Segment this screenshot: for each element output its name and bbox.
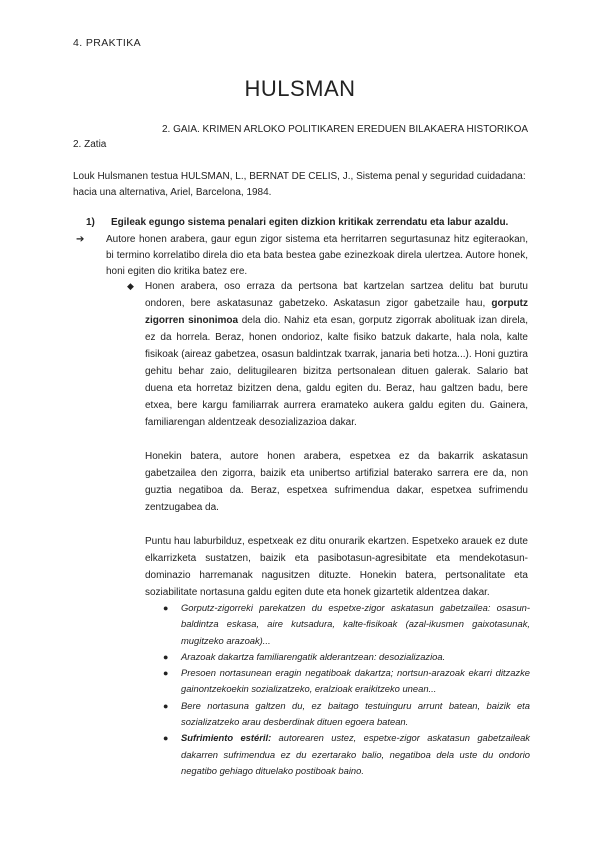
list-item [163,600,530,649]
paragraph-2: Honekin batera, autore honen arabera, espetxea ez da bakarrik askatasun gabetzailea den zigorra, baizik eta unibertso artifizial baterako sarrera ere da, non guztia negatiboa da. Beraz, espetxea sufrimendua dakar, espetxea sufrimendu zentzugabea da. [145,451,528,513]
bullet-dot-icon: ● [163,603,169,613]
paragraph-1-part-a: Honen arabera, oso erraza da pertsona bat kartzelan sartzea delitu bat burutu ondoren, bere askatasunaz gabetzeko. Askatasun zigor gabetzaile hau, [145,281,528,309]
question [86,217,526,228]
reference-text: Louk Hulsmanen testua HULSMAN, L., BERNAT DE CELIS, J., Sistema penal y seguridad cuidadana: hacia una alternativa, Ariel, Barcelona, 1984. [73,171,526,198]
paragraph-1-part-b: dela dio. Nahiz eta esan, gorputz zigorrak abolituak izan direla, ez da horrela. Beraz, honen ondorioz, kalte fisiko batzuk dakarte, hala nola, kalte fisikoak (aireaz gabetzea, osasun baldintzak txarrak, janaria beti hotza...). Honi guztira gehitu behar zaio, delitugilearen bizitza pertsonalean dituen galerak. Salario bat duena eta horretaz bizitzen dena, galdu egiten du. Beraz, hau galtzen badu, bere etxea, bere kargu familiarrak aurrera eramateko aukera galdu egiten du. Gainera, familiarengan aldentzeak desozializazioa dakar. [145,315,528,428]
paragraph-1-bold: gorputz zigorren sinonimoa [145,298,528,326]
list-item-text: Presoen nortasunean eragin negatiboak dakartza; nortsun-arazoak ekarri ditzazke gainontzekoekin sozializatzeko, eralzioak eraikitzeko unean... [181,667,530,695]
answer-block [127,278,528,618]
part-label: 2. Zatia [73,139,107,150]
list-item-bold-text: Sufrimiento estéril: [181,732,272,744]
paragraph-3: Puntu hau laburbilduz, espetxeak ez ditu onurarik ekartzen. Espetxeko arauek ez dute elkarrizketa sustatzen, baizik eta pasibotasun-agresibitate eta mendekotasun-dominazio harremanak nagusitzen dituzte. Honekin batera, pertsonalitate eta soziabilitate nortasuna galdu egiten dute eta honek gizartetik aldentzea dakar. [145,536,528,598]
list-item [163,665,530,698]
paragraph-1 [145,278,528,431]
list-item-text: Arazoak dakartza familiarengatik alderantzean: desozializazioa. [181,650,446,662]
list-item [163,730,530,779]
question-number: 1) [86,217,95,228]
page-header: 4. PRAKTIKA [73,37,142,49]
page-title: HULSMAN [244,76,356,101]
question-text: Egileak egungo sistema penalari egiten dizkion kritikak zerrendatu eta labur azaldu. [111,217,509,228]
chapter-subtitle: 2. GAIA. KRIMEN ARLOKO POLITIKAREN EREDUEN BILAKAERA HISTORIKOA [161,124,529,135]
intro-text: Autore honen arabera, gaur egun zigor sistema eta herritarren segurtasunaz hitz egiteraokan, bi termino korrelatibo direla dio eta bata bestea gabe ezinezkoak direla ulertzea. Autore honek, honi egiten dio kritika batez ere. [106,234,528,277]
arrow-icon: ➔ [76,234,85,245]
list-item-text: Gorputz-zigorreki parekatzen du espetxe-zigor askatasun gabetzailea: osasun-baldintza eskasa, aire kutsadura, kalte-fisikoak (azal-ikusmen gaixotasunak, mugitzeko arazoak)... [181,602,530,646]
list-item [163,698,530,731]
bullet-dot-icon: ● [163,700,169,711]
summary-bullet-list [163,600,530,779]
intro-block [76,232,528,280]
list-item-text: autorearen ustez, espetxe-zigor askatasun gabetzaileak dakarren sufrimendua ez du ezertarako balio, negatiboa dela uste du ondorio negatibo gehiago dituelako postiboak baino. [181,732,530,776]
list-item [163,649,530,665]
list-item-text: Bere nortasuna galtzen du, ez baitago testuinguru arrunt batean, baizik eta sozializatzeko arau desberdinak dituen egoera batean. [181,699,530,728]
diamond-bullet-icon: ◆ [127,281,134,291]
bullet-dot-icon: ● [163,733,169,744]
bullet-dot-icon: ● [163,668,169,679]
bullet-dot-icon: ● [163,651,169,662]
